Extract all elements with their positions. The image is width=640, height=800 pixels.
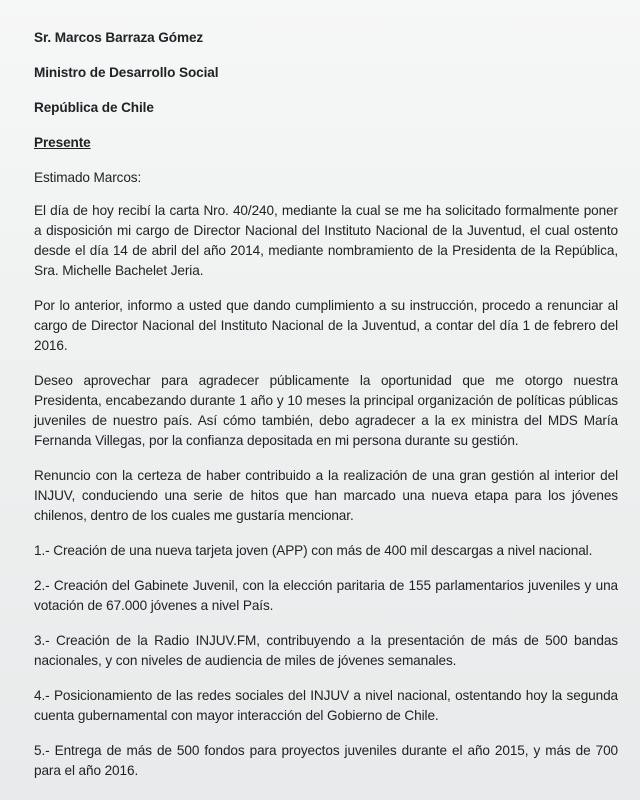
list-item-5: 5.- Entrega de más de 500 fondos para proyectos juveniles durante el año 2015, y más de 700 para el año 2016. [34, 743, 618, 778]
paragraph-4: Renuncio con la certeza de haber contribuido a la realización de una gran gestión al interior del INJUV, conduciendo una serie de hitos que han marcado una nueva etapa para los jóvenes chilenos, dentro de los cuales me gustaría mencionar. [34, 468, 618, 523]
recipient-title: Ministro de Desarrollo Social [34, 65, 219, 80]
recipient-name: Sr. Marcos Barraza Gómez [34, 30, 204, 45]
paragraph-3: Deseo aprovechar para agradecer públicamente la oportunidad que me otorgo nuestra Presidenta, encabezando durante 1 año y 10 meses la principal organización de políticas públicas juveniles de nuestro país. Así cómo también, debo agradecer a la ex ministra del MDS María Fernanda Villegas, por la confianza depositada en mi persona durante su gestión. [34, 373, 618, 448]
recipient-country: República de Chile [34, 100, 154, 115]
list-item-1: 1.- Creación de una nueva tarjeta joven (APP) con más de 400 mil descargas a nivel nacional. [34, 543, 593, 558]
salutation: Estimado Marcos: [34, 170, 142, 185]
paragraph-2: Por lo anterior, informo a usted que dando cumplimiento a su instrucción, procedo a renunciar al cargo de Director Nacional del Instituto Nacional de la Juventud, a contar del día 1 de febrero del 2016. [34, 298, 618, 353]
list-item-2: 2.- Creación del Gabinete Juvenil, con la elección paritaria de 155 parlamentarios juveniles y una votación de 67.000 jóvenes a nivel País. [34, 578, 618, 613]
list-item-3: 3.- Creación de la Radio INJUV.FM, contribuyendo a la presentación de más de 500 bandas nacionales, y con niveles de audiencia de miles de jóvenes semanales. [34, 633, 618, 668]
presente-heading: Presente [34, 135, 91, 150]
paragraph-1: El día de hoy recibí la carta Nro. 40/240, mediante la cual se me ha solicitado formalmente poner a disposición mi cargo de Director Nacional del Instituto Nacional de la Juventud, el cual ostento desde el día 14 de abril del año 2014, mediante nombramiento de la Presidenta de la República, Sra. Michelle Bachelet Jeria. [34, 203, 618, 278]
list-item-4: 4.- Posicionamiento de las redes sociales del INJUV a nivel nacional, ostentando hoy la segunda cuenta gubernamental con mayor interacción del Gobierno de Chile. [34, 688, 618, 723]
